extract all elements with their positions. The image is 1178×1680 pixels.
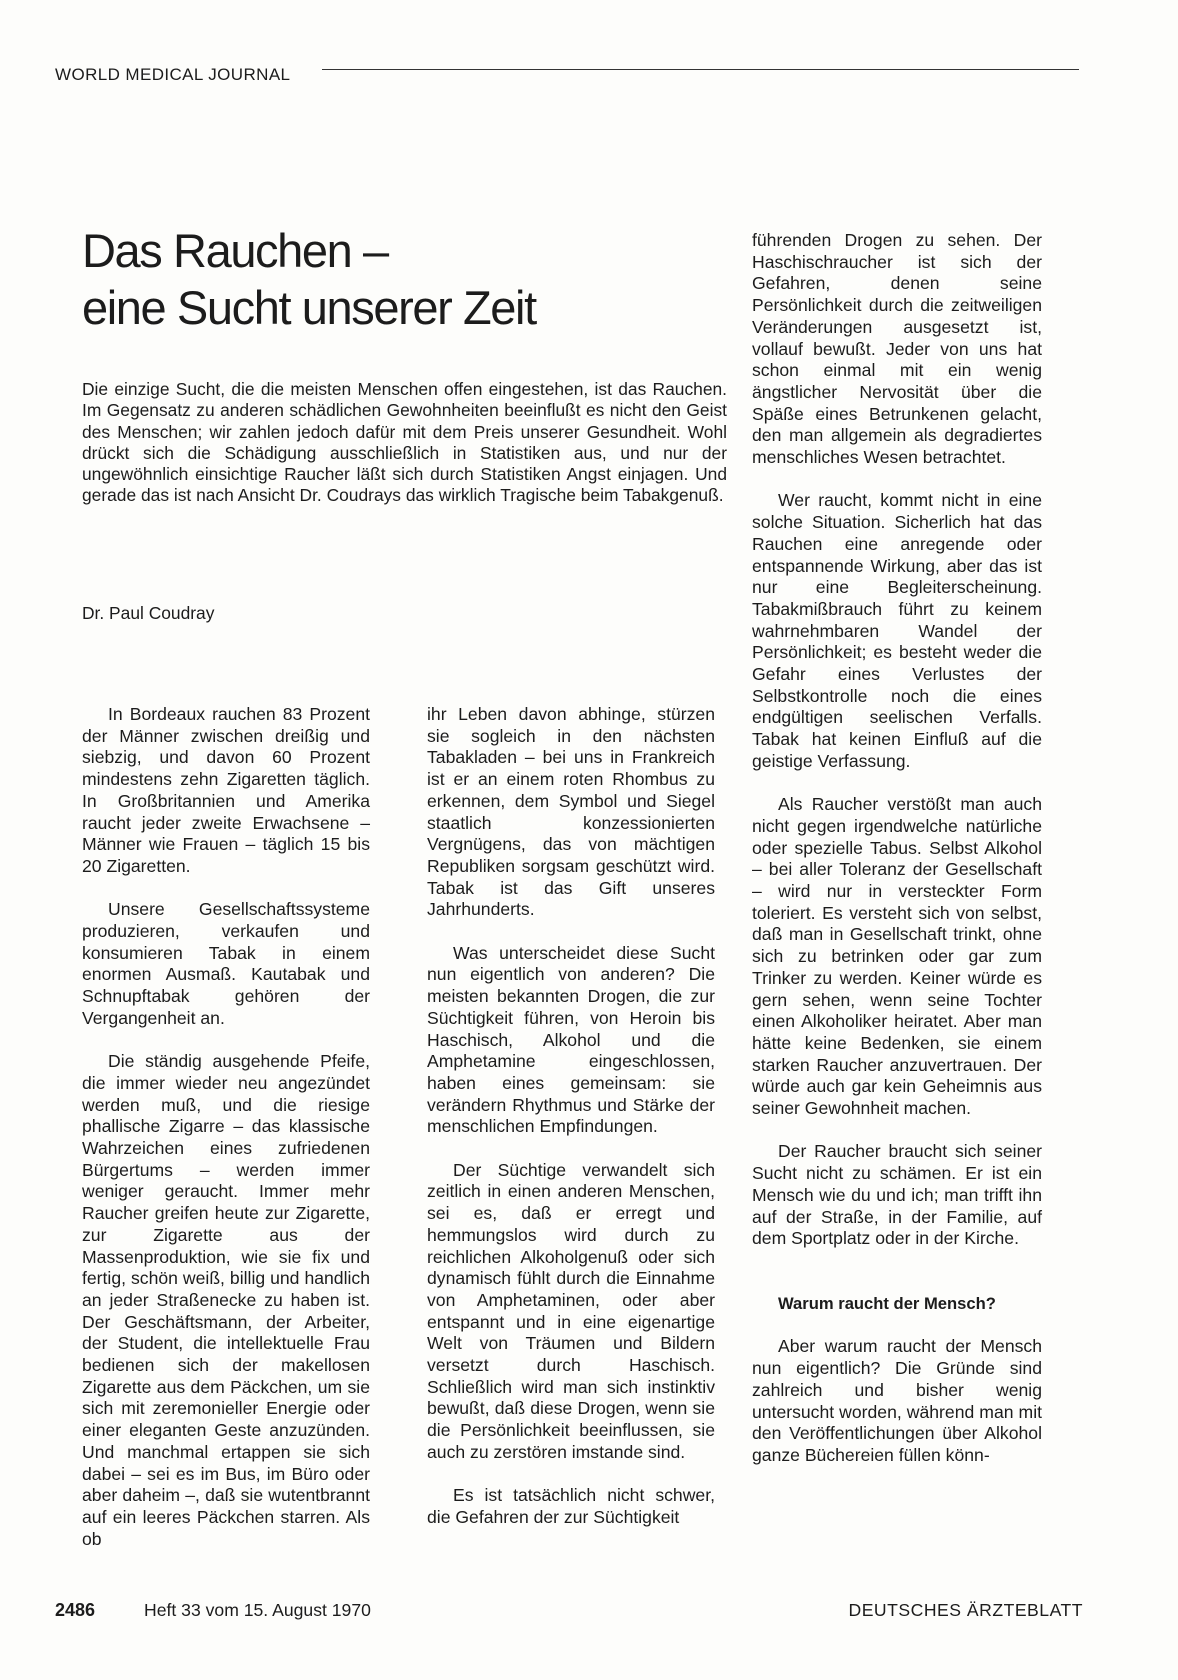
section-heading: Warum raucht der Mensch?	[778, 1294, 996, 1313]
paragraph: Es ist tatsächlich nicht schwer, die Gefahren der zur Süchtigkeit	[427, 1485, 715, 1527]
header-rule	[322, 69, 1079, 70]
paragraph: Der Süchtige verwandelt sich zeitlich in einen anderen Menschen, sei es, daß er erregt und hemmungslos wird durch zu reichlichen Alkoholgenuß oder sich dynamisch fühlt durch die Einnahme von Amphetaminen, oder aber entspannt und in eine eigenartige Welt von Träumen und Bildern versetzt durch Haschisch. Schließlich wird man sich instinktiv bewußt, daß diese Drogen, wenn sie die Persönlichkeit beeinflussen, sie auch zu zerstören imstande sind.	[427, 1159, 715, 1462]
article-title	[82, 222, 722, 336]
paragraph: In Bordeaux rauchen 83 Prozent der Männer zwischen dreißig und siebzig, und davon 60 Prozent mindestens zehn Zigaretten täglich. In Großbritannien und Amerika raucht jeder zweite Erwachsene – Männer wie Frauen – täglich 15 bis 20 Zigaretten.	[82, 704, 370, 876]
text-column-1	[82, 704, 370, 1550]
paragraph: führenden Drogen zu sehen. Der Haschischraucher ist sich der Gefahren, denen seine Persönlichkeit durch die zeitweiligen Veränderungen ausgesetzt ist, vollauf bewußt. Jeder von uns hat schon einmal mit ein wenig ängstlicher Nervosität über die Späße eines Betrunkenen gelacht, den man allgemein als degradiertes menschliches Wesen betrachtet.	[752, 230, 1042, 468]
text-column-2	[427, 704, 715, 1529]
article-title-line-2: eine Sucht unserer Zeit	[82, 281, 536, 334]
footer-journal-name: DEUTSCHES ÄRZTEBLATT	[848, 1600, 1083, 1620]
paragraph: Was unterscheidet diese Sucht nun eigentlich von anderen? Die meisten bekannten Drogen, die zur Süchtigkeit führen, von Heroin bis Haschisch, Alkohol und die Amphetamine eingeschlossen, haben eines gemeinsam: sie verändern Rhythmus und Stärke der menschlichen Empfindungen.	[427, 942, 715, 1137]
journal-header-label: WORLD MEDICAL JOURNAL	[55, 65, 291, 84]
paragraph: Unsere Gesellschaftssysteme produzieren, verkaufen und konsumieren Tabak in einem enormen Ausmaß. Kautabak und Schnupftabak gehören der Vergangenheit an.	[82, 899, 370, 1028]
article-title-line-1: Das Rauchen –	[82, 224, 388, 277]
paragraph: Die ständig ausgehende Pfeife, die immer wieder neu angezündet werden muß, und die riesige phallische Zigarre – das klassische Wahrzeichen eines zufriedenen Bürgertums – werden immer weniger geraucht. Immer mehr Raucher greifen heute zur Zigarette, zur Zigarette aus der Massenproduktion, wie sie fix und fertig, schön weiß, billig und handlich an jeder Straßenecke zu haben ist. Der Geschäftsmann, der Arbeiter, der Student, die intellektuelle Frau bedienen sich der makellosen Zigarette aus dem Päckchen, um sie sich mit zeremonieller Energie oder einer eleganten Geste anzuzünden. Und manchmal ertappen sie sich dabei – sei es im Bus, im Büro oder aber daheim –, daß sie wutentbrannt auf ein leeres Päckchen starren. Als ob	[82, 1051, 370, 1549]
paragraph: Wer raucht, kommt nicht in eine solche Situation. Sicherlich hat das Rauchen eine anregende oder entspannende Wirkung, aber das ist nur eine Begleiterscheinung. Tabakmißbrauch führt zu keinem wahrnehmbaren Wandel der Persönlichkeit; es besteht weder die Gefahr eines Verlustes der Selbstkontrolle noch die eines endgültigen seelischen Verfalls. Tabak hat keinen Einfluß auf die geistige Verfassung.	[752, 490, 1042, 771]
article-lead: Die einzige Sucht, die die meisten Menschen offen eingestehen, ist das Rauchen. Im Gegensatz zu anderen schädlichen Gewohnheiten beeinflußt es nicht den Geist des Menschen; wir zahlen jedoch dafür mit dem Preis unserer Gesundheit. Wohl drückt sich die Schädigung ausschließlich in Statistiken aus, und nur der ungewöhnlich einsichtige Raucher läßt sich durch Statistiken Angst einjagen. Und gerade das ist nach Ansicht Dr. Coudrays das wirklich Tragische beim Tabakgenuß.	[82, 379, 727, 506]
issue-info: Heft 33 vom 15. August 1970	[144, 1600, 371, 1620]
paragraph: ihr Leben davon abhinge, stürzen sie sogleich in den nächsten Tabakladen – bei uns in Frankreich ist er an einem roten Rhombus zu erkennen, dem Symbol und Siegel staatlich konzessionierten Vergnügens, das von mächtigen Republiken sorgsam geschützt wird. Tabak ist das Gift unseres Jahrhunderts.	[427, 704, 715, 920]
paragraph: Als Raucher verstößt man auch nicht gegen irgendwelche natürliche oder spezielle Tabus. Selbst Alkohol – bei aller Toleranz der Gesellschaft – wird nur in versteckter Form toleriert. Es versteht sich von selbst, daß man in Gesellschaft trinkt, ohne sich zu betrinken oder gar zum Trinker zu werden. Keiner würde es gern sehen, wenn seine Tochter einen Alkoholiker heiratet. Aber man hätte keine Bedenken, sie einem starken Raucher anzuvertrauen. Der würde auch gar kein Geheimnis aus seiner Gewohnheit machen.	[752, 794, 1042, 1119]
paragraph: Der Raucher braucht sich seiner Sucht nicht zu schämen. Er ist ein Mensch wie du und ich; man trifft ihn auf der Straße, in der Familie, auf dem Sportplatz oder in der Kirche.	[752, 1141, 1042, 1249]
paragraph: Aber warum raucht der Mensch nun eigentlich? Die Gründe sind zahlreich und bisher wenig untersucht worden, während man mit den Veröffentlichungen über Alkohol ganze Büchereien füllen könn-	[752, 1336, 1042, 1465]
page-number: 2486	[55, 1600, 96, 1620]
text-column-3	[752, 230, 1042, 1467]
article-author: Dr. Paul Coudray	[82, 603, 215, 623]
